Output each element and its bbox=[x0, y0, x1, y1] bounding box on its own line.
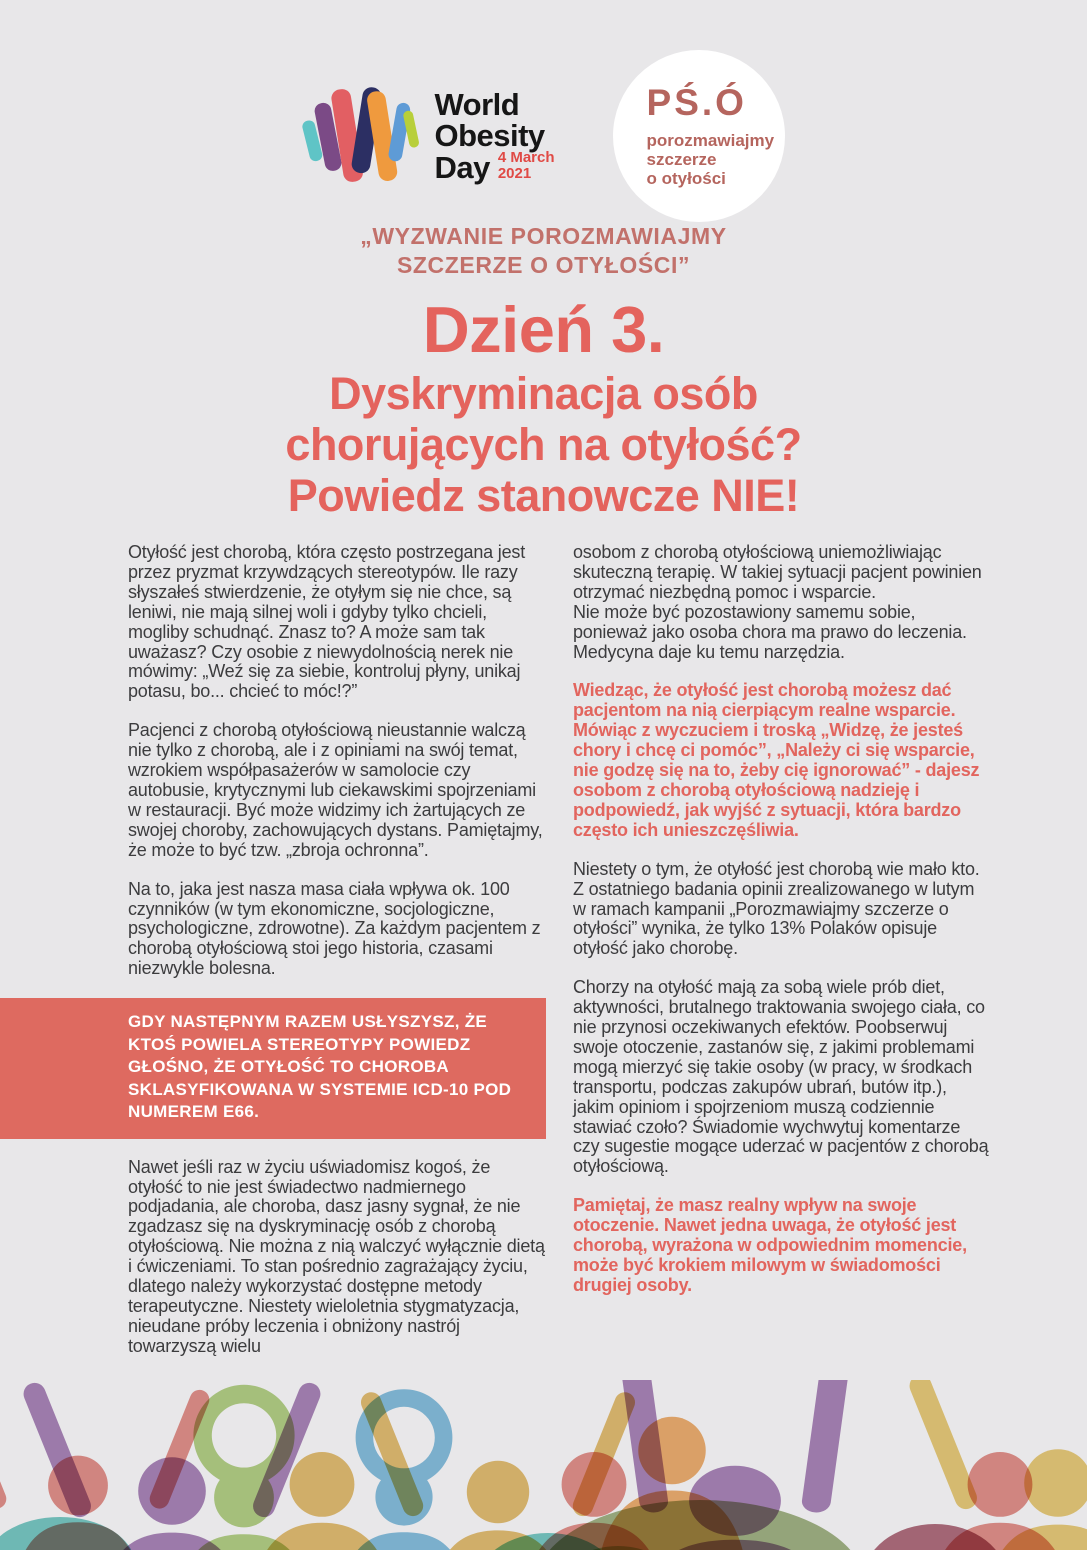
world-obesity-day-ribbon-icon bbox=[302, 77, 420, 195]
highlight-paragraph: Pamiętaj, że masz realny wpływ na swoje otoczenie. Nawet jedna uwaga, że otyłość jest chorobą, wyrażona w odpowiednim momencie, może być krokiem milowym w świadomości drugiej osoby. bbox=[573, 1195, 967, 1295]
highlight-paragraph: Wiedząc, że otyłość jest chorobą możesz dać pacjentom na nią cierpiącym realne wsparcie. Mówiąc z wyczuciem i troską „Widzę, że jesteś chory i chcę ci pomóc”, „Należy ci się wsparcie, nie godzę się na to, żeby cię ignorować” - dajesz osobom z chorobą otyłościową nadzieję i podpowiedź, jak wyjść z sytuacji, która bardzo często ich unieszczęśliwia. bbox=[573, 680, 980, 840]
body-columns bbox=[128, 543, 991, 1376]
paragraph: Chorzy na otyłość mają za sobą wiele prób diet, aktywności, brutalnego traktowania swojego ciała, co nie przynosi oczekiwanych efektów. Poobserwuj swoje otoczenie, zastanów się, z jakimi problemami mogą mierzyć się takie osoby (w pracy, w środkach transportu, podczas zakupów ubrań, butów itp.), jakim opiniom i spojrzeniom muszą codziennie stawiać czoło? Świadomie wychwytuj komentarze czy sugestie mogące uderzać w pacjentów z chorobą otyłościową. bbox=[573, 977, 989, 1177]
page-title-day: Dzień 3. bbox=[422, 293, 665, 366]
event-date-line: 4 March bbox=[497, 149, 555, 166]
event-date bbox=[498, 150, 555, 182]
pso-campaign-name-line: o otyłości bbox=[646, 168, 726, 188]
wordmark-line: Day bbox=[434, 150, 490, 185]
page-title bbox=[0, 292, 1087, 521]
world-obesity-day-wordmark bbox=[434, 89, 554, 183]
right-column bbox=[573, 543, 991, 1376]
wordmark-line: World bbox=[434, 87, 520, 122]
wordmark-day-row bbox=[434, 151, 554, 183]
paragraph: Pacjenci z chorobą otyłościową nieustannie walczą nie tylko z chorobą, ale i z opiniami na swój temat, wzrokiem współpasażerów w samolocie czy autobusie, krytycznymi lub ciekawskimi spojrzeniami w restauracji. Być może widzimy ich żartujących ze swojej choroby, zachowujących dystans. Pamiętajmy, że może to być tzw. „zbroja ochronna”. bbox=[128, 720, 543, 860]
header-logos bbox=[0, 50, 1087, 222]
paragraph: Niestety o tym, że otyłość jest chorobą wie mało kto. Z ostatniego badania opinii zrealizowanego w lutym w ramach kampanii „Porozmawiajmy szczerze o otyłości” wynika, że tylko 13% Polaków opisuje otyłość jako chorobę. bbox=[573, 858, 980, 959]
callout-banner: GDY NASTĘPNYM RAZEM USŁYSZYSZ, ŻE KTOŚ POWIELA STEREOTYPY POWIEDZ GŁOŚNO, ŻE OTYŁOŚĆ TO CHOROBA SKLASYFIKOWANA W SYSTEMIE ICD-10 POD NUMEREM E66. bbox=[0, 998, 546, 1139]
paragraph: Na to, jaka jest nasza masa ciała wpływa ok. 100 czynników (w tym ekonomiczne, socjologiczne, psychologiczne, zdrowotne). Za każdym pacjentem z chorobą otyłościową stoi jego historia, czasami niezwykle bolesna. bbox=[128, 878, 541, 979]
paragraph: Nawet jeśli raz w życiu uświadomisz kogoś, że otyłość to nie jest świadectwo nadmiernego podjadania, ale choroba, dasz jasny sygnał, że nie zgadzasz się na dyskryminację osób z chorobą otyłościową. Nie można z nią walczyć wyłącznie dietą i ćwiczeniami. To stan pośrednio zagrażający życiu, dlatego należy wykorzystać dostępne metody terapeutyczne. Niestety wieloletnia stygmatyzacja, nieudane próby leczenia i obniżony nastrój towarzyszą wielu bbox=[128, 1156, 545, 1356]
wordmark-line: Obesity bbox=[434, 118, 545, 153]
people-silhouettes-illustration bbox=[0, 1380, 1087, 1550]
campaign-heading-line: SZCZERZE O OTYŁOŚCI” bbox=[396, 252, 691, 278]
event-date-line: 2021 bbox=[497, 165, 532, 182]
pso-campaign-logo-badge bbox=[613, 50, 785, 222]
pso-campaign-name-line: szczerze bbox=[646, 149, 717, 169]
paragraph: osobom z chorobą otyłościową uniemożliwiając skuteczną terapię. W takiej sytuacji pacjent powinien otrzymać niezbędną pomoc i wsparcie. bbox=[573, 542, 982, 602]
campaign-heading bbox=[0, 222, 1087, 280]
campaign-heading-line: „WYZWANIE POROZMAWIAJMY bbox=[360, 223, 727, 249]
pso-monogram: PŚ.Ó bbox=[646, 81, 747, 123]
paragraph: Otyłość jest chorobą, która często postrzegana jest przez pryzmat krzywdzących stereotypów. Ile razy słyszałeś stwierdzenie, że otyłym się nie chce, są leniwi, nie mają silnej woli i gdyby tylko chcieli, mogliby schudnąć. Znasz to? A może sam tak uważasz? Czy osobie z niewydolnością nerek nie mówimy: „Weź się za siebie, kontroluj płyny, unikaj potasu, bo... chcieć to móc!?” bbox=[128, 542, 525, 702]
world-obesity-day-logo bbox=[302, 77, 554, 195]
page-title-line: chorujących na otyłość? bbox=[285, 419, 802, 470]
left-column bbox=[128, 543, 546, 1376]
pso-campaign-name-line: porozmawiajmy bbox=[646, 130, 775, 150]
paragraph: Nie może być pozostawiony samemu sobie, ponieważ jako osoba chora ma prawo do leczenia. Medycyna daje ku temu narzędzia. bbox=[573, 601, 967, 662]
page-title-line: Dyskryminacja osób bbox=[329, 368, 758, 419]
pso-campaign-name bbox=[647, 131, 785, 188]
page-title-line: Powiedz stanowcze NIE! bbox=[287, 470, 800, 521]
